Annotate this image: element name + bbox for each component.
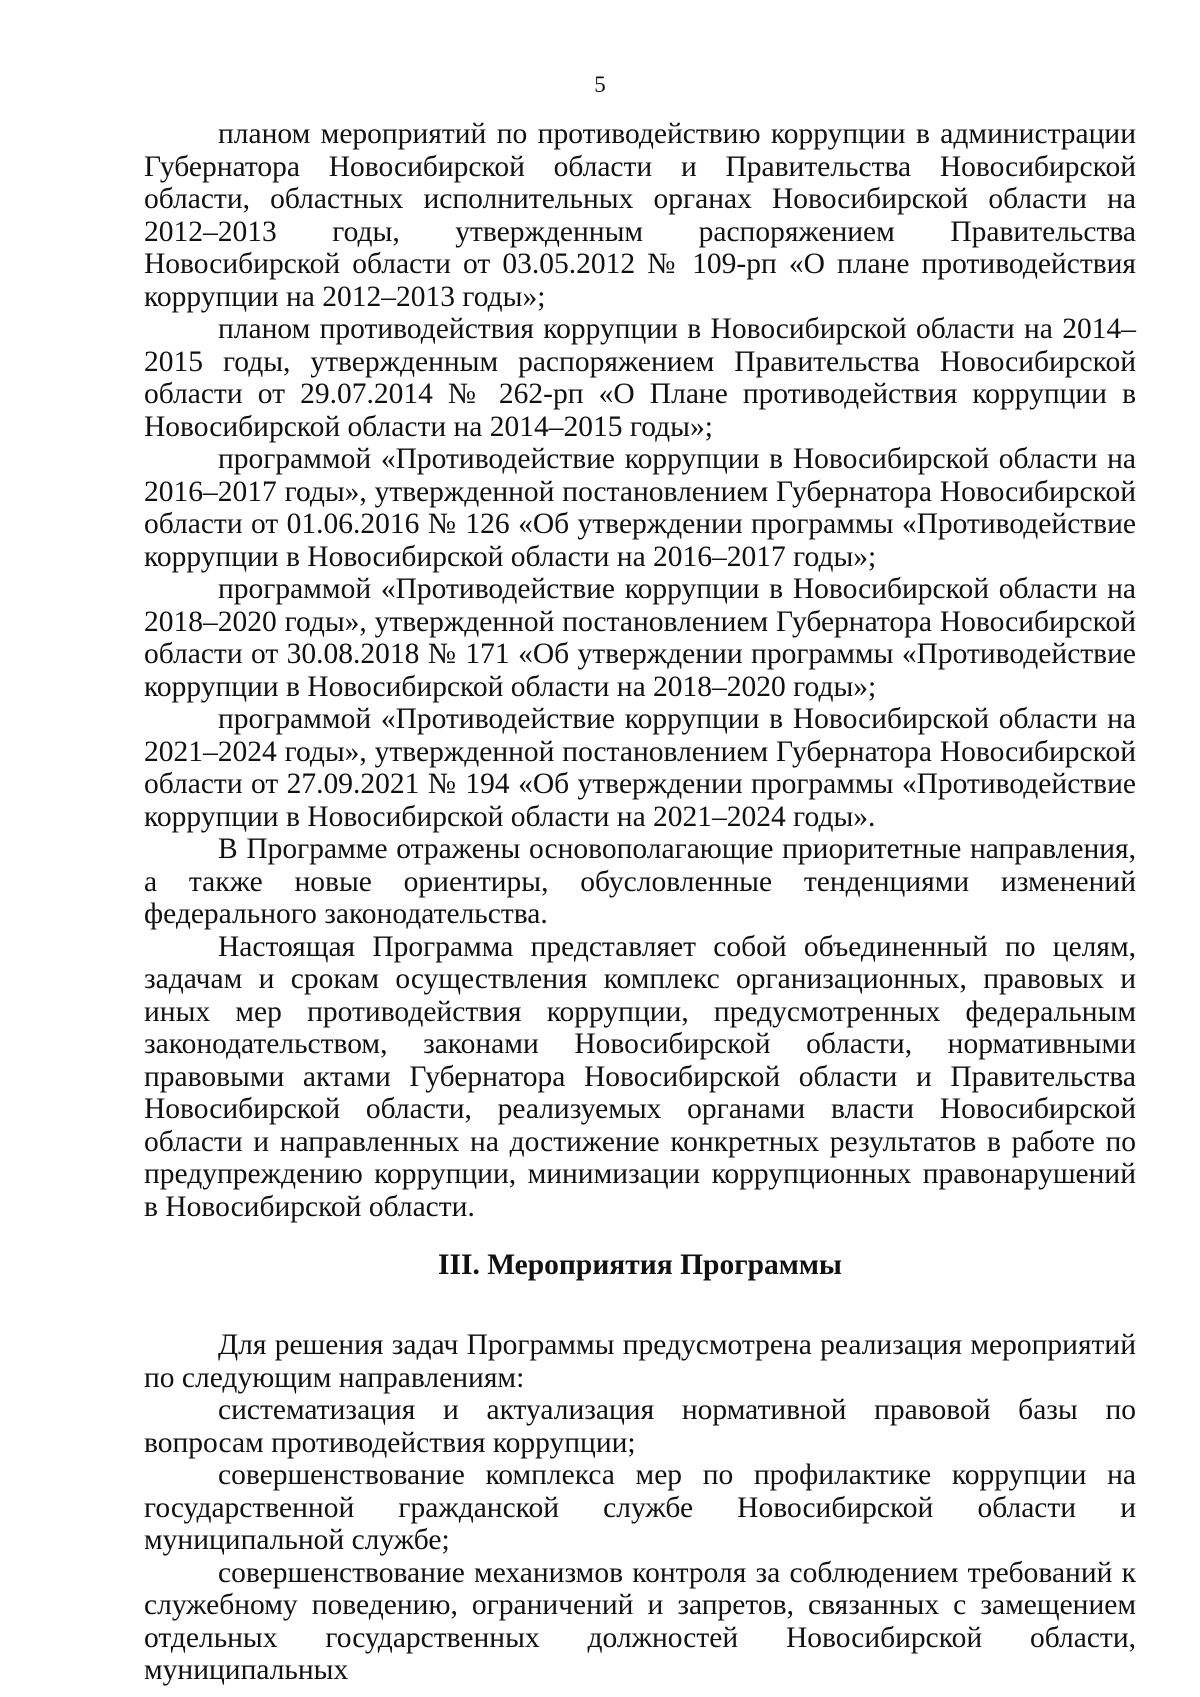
page-number: 5 <box>594 72 606 97</box>
paragraph-plan-2012-2013: планом мероприятий по противодействию коррупции в администрации Губернатора Новосибирской области и Правительства Новосибирской области, областных исполнительных органах Новосибирской области на 2012–2013 годы, утвержденным распоряжением Правительства Новосибирской области от 03.05.2012 № 109-рп «О плане противодействия коррупции на 2012–2013 годы»; <box>144 118 1136 313</box>
list-item-prevention-measures: совершенствование комплекса мер по профилактике коррупции на государственной гражданской службе Новосибирской области и муниципальной службе; <box>144 1459 1136 1556</box>
section-heading: III. Мероприятия Программы <box>438 1249 842 1281</box>
paragraph-plan-2014-2015: планом противодействия коррупции в Новосибирской области на 2014–2015 годы, утвержденным распоряжением Правительства Новосибирской области от 29.07.2014 № 262-рп «О Плане противодействия коррупции в Новосибирской области на 2014–2015 годы»; <box>144 313 1136 443</box>
paragraph-priority-directions: В Программе отражены основополагающие приоритетные направления, а также новые ориентиры, обусловленные тенденциями изменений федерального законодательства. <box>144 833 1136 930</box>
paragraph-program-2016-2017: программой «Противодействие коррупции в Новосибирской области на 2016–2017 годы», утвержденной постановлением Губернатора Новосибирской области от 01.06.2016 № 126 «Об утверждении программы «Противодействие коррупции в Новосибирской области на 2016–2017 годы»; <box>144 443 1136 573</box>
document-body <box>144 118 1136 1687</box>
list-item-control-mechanisms: совершенствование механизмов контроля за соблюдением требований к служебному поведению, ограничений и запретов, связанных с замещением отдельных государственных должностей Новосибирской области, муниципальных <box>144 1556 1136 1686</box>
paragraph-program-2018-2020: программой «Противодействие коррупции в Новосибирской области на 2018–2020 годы», утвержденной постановлением Губернатора Новосибирской области от 30.08.2018 № 171 «Об утверждении программы «Противодействие коррупции в Новосибирской области на 2018–2020 годы»; <box>144 573 1136 703</box>
paragraph-program-description: Настоящая Программа представляет собой объединенный по целям, задачам и срокам осуществления комплекс организационных, правовых и иных мер противодействия коррупции, предусмотренных федеральным законодательством, законами Новосибирской области, нормативными правовыми актами Губернатора Новосибирской области и Правительства Новосибирской области, реализуемых органами власти Новосибирской области и направленных на достижение конкретных результатов в работе по предупреждению коррупции, минимизации коррупционных правонарушений в Новосибирской области. <box>144 930 1136 1223</box>
paragraph-program-2021-2024: программой «Противодействие коррупции в Новосибирской области на 2021–2024 годы», утвержденной постановлением Губернатора Новосибирской области от 27.09.2021 № 194 «Об утверждении программы «Противодействие коррупции в Новосибирской области на 2021–2024 годы». <box>144 703 1136 833</box>
paragraph-directions-intro: Для решения задач Программы предусмотрена реализация мероприятий по следующим направлениям: <box>144 1329 1136 1394</box>
list-item-systematization: систематизация и актуализация нормативной правовой базы по вопросам противодействия коррупции; <box>144 1394 1136 1459</box>
